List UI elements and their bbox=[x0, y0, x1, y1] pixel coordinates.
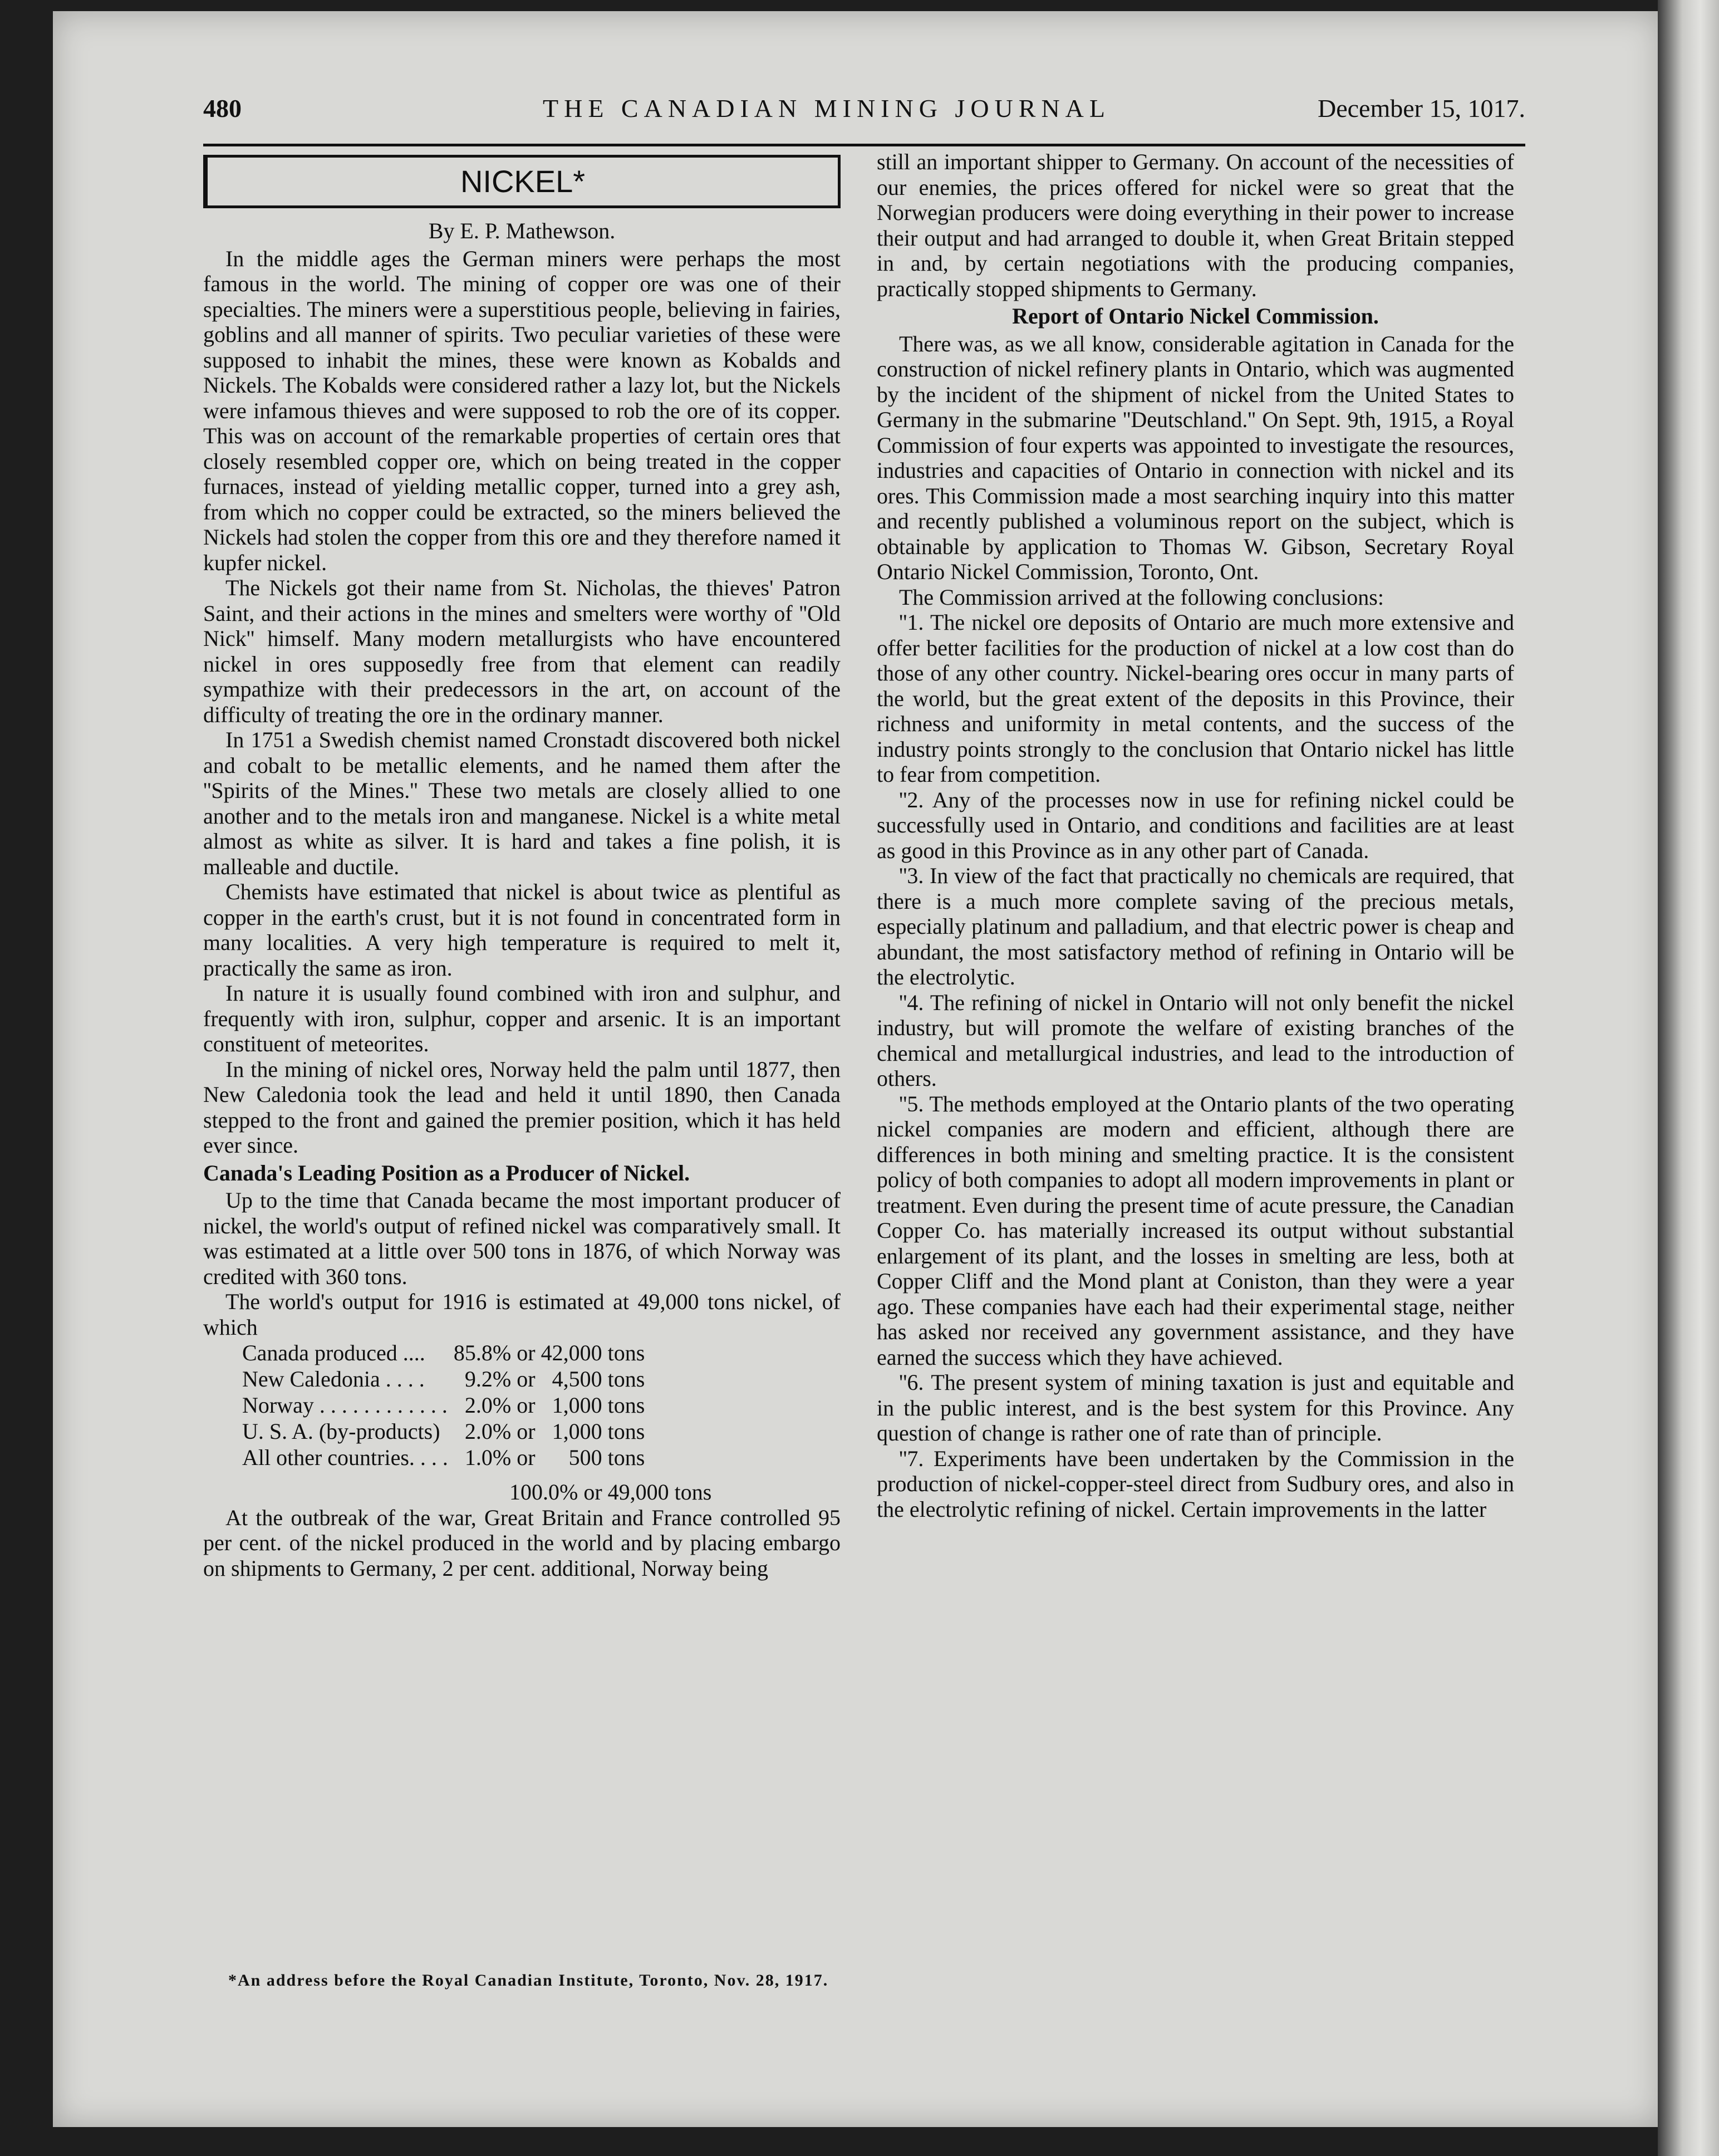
paragraph: ''1. The nickel ore deposits of Ontario are much more extensive and offer better facilities for the production of nickel at a low cost than do those of any other country. Nickel-bearing ores occur in many parts of the world, but the great extent of the deposits in this Province, their richness and uniformity in metal contents, and the success of the industry points strongly to the conclusion that Ontario nickel has little to fear from competition. bbox=[877, 610, 1514, 787]
country-cell: Canada produced .... bbox=[242, 1340, 425, 1365]
percent-cell: 2.0% bbox=[464, 1419, 512, 1444]
table-row bbox=[242, 1418, 650, 1444]
country-cell: Norway . . . . . . . . . . . . bbox=[242, 1393, 448, 1418]
paragraph: ''6. The present system of mining taxation is just and equitable and in the public interest, and is the best system for this Province. Any question of change is rather one of rate than of principle. bbox=[877, 1370, 1514, 1445]
article-title-box bbox=[203, 155, 841, 208]
right-column bbox=[877, 149, 1514, 1522]
book-spine bbox=[1658, 0, 1719, 2156]
unit-cell: tons bbox=[607, 1340, 645, 1365]
percent-cell: 2.0% bbox=[464, 1393, 512, 1418]
unit-cell: tons bbox=[607, 1366, 645, 1391]
section-heading: Canada's Leading Position as a Producer of Nickel. bbox=[203, 1160, 690, 1185]
or-cell: or bbox=[517, 1366, 536, 1391]
or-cell: or bbox=[517, 1340, 536, 1365]
unit-cell: tons bbox=[607, 1445, 645, 1470]
or-cell: or bbox=[517, 1445, 536, 1470]
header-rule bbox=[203, 144, 1525, 146]
percent-cell: 85.8% bbox=[453, 1340, 512, 1365]
or-cell: or bbox=[517, 1419, 536, 1444]
paragraph: The world's output for 1916 is estimated at 49,000 tons nickel, of which bbox=[203, 1289, 841, 1340]
article-title: NICKEL* bbox=[460, 164, 586, 199]
journal-title: THE CANADIAN MINING JOURNAL bbox=[543, 94, 1111, 122]
paragraph: ''3. In view of the fact that practically no chemicals are required, that there is a much more complete saving of the precious metals, especially platinum and palladium, and that electric power is cheap and abundant, the most satisfactory method of refining in Ontario will be the electrolytic. bbox=[877, 863, 1514, 989]
paragraph: ''7. Experiments have been undertaken by the Commission in the production of nickel-copper-steel direct from Sudbury ores, and also in the electrolytic refining of nickel. Certain improvements in the latter bbox=[877, 1445, 1514, 1522]
paragraph: In the middle ages the German miners were perhaps the most famous in the world. The mining of copper ore was one of their specialties. The miners were a superstitious people, believing in fairies, goblins and all manner of spirits. Two peculiar varieties of these were supposed to inhabit the mines, these were known as Kobalds and Nickels. The Kobalds were considered rather a lazy lot, but the Nickels were infamous thieves and were supposed to rob the ore of its copper. This was on account of the remarkable properties of certain ores that closely resembled copper ore, which on being treated in the copper furnaces, instead of yielding metallic copper, turned into a grey ash, from which no copper could be extracted, so the miners believed the Nickels had stolen the copper from this ore and they therefore named it kupfer nickel. bbox=[203, 246, 841, 575]
paragraph: still an important shipper to Germany. On account of the necessities of our enemies, the prices offered for nickel were so great that the Norwegian producers were doing everything in their power to increase their output and had arranged to double it, when Great Britain stepped in and, by certain negotiations with the producing companies, practically stopped shipments to Germany. bbox=[877, 149, 1514, 301]
table-row bbox=[242, 1340, 650, 1366]
paragraph: At the outbreak of the war, Great Britain and France controlled 95 per cent. of the nickel produced in the world and by placing embargo on shipments to Germany, 2 per cent. additional, Norway being bbox=[203, 1505, 841, 1581]
paragraph: There was, as we all know, considerable agitation in Canada for the construction of nickel refinery plants in Ontario, which was augmented by the incident of the shipment of nickel from the United States to Germany in the submarine ''Deutschland.'' On Sept. 9th, 1915, a Royal Commission of four experts was appointed to investigate the resources, industries and capacities of Ontario in connection with nickel and its ores. This Commission made a most searching inquiry into this matter and recently published a voluminous report on the subject, which is obtainable by application to Thomas W. Gibson, Secretary Royal Ontario Nickel Commission, Toronto, Ont. bbox=[877, 331, 1514, 584]
paragraph: ''2. Any of the processes now in use for refining nickel could be successfully used in Ontario, and conditions and facilities are at least as good in this Province as in any other part of Canada. bbox=[877, 787, 1514, 863]
paragraph: Up to the time that Canada became the most important producer of nickel, the world's output of refined nickel was comparatively small. It was estimated at a little over 500 tons in 1876, of which Norway was credited with 360 tons. bbox=[203, 1188, 841, 1289]
paragraph: The Commission arrived at the following conclusions: bbox=[899, 584, 1384, 610]
country-cell: All other countries. . . . bbox=[242, 1445, 448, 1470]
section-heading: Report of Ontario Nickel Commission. bbox=[1012, 303, 1379, 329]
page-number: 480 bbox=[203, 94, 242, 122]
country-cell: U. S. A. (by-products) bbox=[242, 1419, 440, 1444]
table-row bbox=[242, 1392, 650, 1418]
issue-date: December 15, 1017. bbox=[1318, 94, 1525, 122]
table-row bbox=[242, 1366, 650, 1392]
or-cell: or bbox=[517, 1393, 536, 1418]
production-total: 100.0% or 49,000 tons bbox=[509, 1479, 712, 1505]
table-row bbox=[242, 1444, 650, 1471]
paragraph: ''4. The refining of nickel in Ontario will not only benefit the nickel industry, but will promote the welfare of existing branches of the chemical and metallurgical industries, and lead to the introduction of others. bbox=[877, 989, 1514, 1091]
paragraph: Chemists have estimated that nickel is about twice as plentiful as copper in the earth's crust, but it is not found in concentrated form in many localities. A very high temperature is required to melt it, practically the same as iron. bbox=[203, 879, 841, 981]
unit-cell: tons bbox=[607, 1393, 645, 1418]
paragraph: In nature it is usually found combined with iron and sulphur, and frequently with iron, sulphur, copper and arsenic. It is an important constituent of meteorites. bbox=[203, 981, 841, 1056]
tons-cell: 1,000 bbox=[552, 1393, 602, 1418]
percent-cell: 9.2% bbox=[464, 1366, 512, 1391]
percent-cell: 1.0% bbox=[464, 1445, 512, 1470]
tons-cell: 1,000 bbox=[552, 1419, 602, 1444]
tons-cell: 42,000 bbox=[541, 1340, 602, 1365]
unit-cell: tons bbox=[607, 1419, 645, 1444]
tons-cell: 4,500 bbox=[552, 1366, 602, 1391]
production-table bbox=[242, 1340, 650, 1471]
country-cell: New Caledonia . . . . bbox=[242, 1366, 425, 1391]
paragraph: In 1751 a Swedish chemist named Cronstadt discovered both nickel and cobalt to be metallic elements, and he named them after the ''Spirits of the Mines.'' These two metals are closely allied to one another and to the metals iron and manganese. Nickel is a white metal almost as white as silver. It is hard and takes a fine polish, it is malleable and ductile. bbox=[203, 727, 841, 879]
paragraph: The Nickels got their name from St. Nicholas, the thieves' Patron Saint, and their actions in the mines and smelters were worthy of ''Old Nick'' himself. Many modern metallurgists who have encountered nickel in ores supposedly free from that element can readily sympathize with their predecessors in the art, on account of the difficulty of treating the ore in the ordinary manner. bbox=[203, 575, 841, 727]
tons-cell: 500 bbox=[568, 1445, 602, 1470]
running-header bbox=[203, 94, 1525, 138]
left-column bbox=[203, 149, 841, 1581]
paragraph: ''5. The methods employed at the Ontario plants of the two operating nickel companies are modern and efficient, although there are differences in both mining and smelting practice. It is the consistent policy of both companies to adopt all modern improvements in plant or treatment. Even during the present time of acute pressure, the Canadian Copper Co. has materially increased its output without substantial enlargement of its plant, and the losses in smelting are less, both at Copper Cliff and the Mond plant at Coniston, than they were a year ago. These companies have each had their experimental stage, neither has asked nor received any government assistance, and they have earned the success which they have achieved. bbox=[877, 1091, 1514, 1370]
paragraph: In the mining of nickel ores, Norway held the palm until 1877, then New Caledonia took the lead and held it until 1890, then Canada stepped to the front and gained the premier position, which it has held ever since. bbox=[203, 1056, 841, 1158]
footnote: *An address before the Royal Canadian Institute, Toronto, Nov. 28, 1917. bbox=[228, 1971, 829, 1990]
byline: By E. P. Mathewson. bbox=[428, 218, 616, 243]
